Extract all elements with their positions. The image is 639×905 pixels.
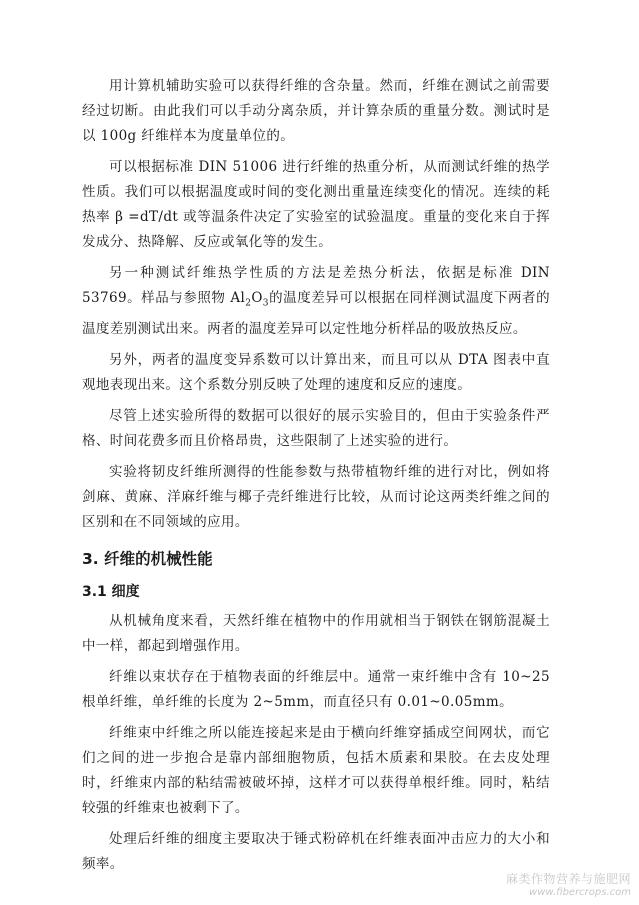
subsection-heading: 3.1 细度: [82, 583, 140, 600]
paragraph-impurity: 用计算机辅助实验可以获得纤维的含杂量。然而，纤维在测试之前需要经过切断。由此我们可以手动分离杂质，并计算杂质的重量分数。测试时是以 100g 纤维样本为度量单位的。: [82, 78, 550, 144]
paragraph-variation-coefficient: 另外，两者的温度变异系数可以计算出来，而且可以从 DTA 图表中直观地表现出来。这个系数分别反映了处理的速度和反应的速度。: [82, 351, 550, 393]
alumina-subscript-3: 3: [262, 298, 269, 309]
paragraph-comparison: 实验将韧皮纤维所测得的性能参数与热带植物纤维的进行对比，例如将剑麻、黄麻、洋麻纤维与椰子壳纤维进行比较，从而讨论这两类纤维之间的区别和在不同领域的应用。: [82, 463, 550, 530]
paragraph-bonding: 纤维束中纤维之所以能连接起来是由于横向纤维穿插成空间网状，而它们之间的进一步抱合是靠内部细胞物质，包括木质素和果胶。在去皮处理时，纤维束内部的粘结需被破坏掉，这样才可以获得单根纤维。同时，粘结较强的纤维束也被剩下了。: [82, 724, 550, 816]
document-body: [82, 74, 550, 883]
alumina-oxygen: O: [251, 290, 263, 306]
dta-text-before: 另一种测试纤维热学性质的方法是差热分析法，依据是标准 DIN 53769。样品与参照物 Al: [82, 265, 550, 306]
watermark-url: www.fibercrops.com: [529, 887, 631, 898]
dta-text-after: 的温度差异可以根据在同样测试温度下两者的温度差别测试出来。两者的温度差异可以定性地分析样品的吸放热反应。: [82, 290, 550, 337]
paragraph-fiber-bundle: 纤维以束状存在于植物表面的纤维层中。通常一束纤维中含有 10~25 根单纤维，单纤维的长度为 2~5mm，而直径只有 0.01~0.05mm。: [82, 668, 550, 710]
alumina-subscript-2: 2: [245, 298, 252, 309]
paragraph-differential-thermal: [82, 261, 550, 342]
paragraph-limitations: 尽管上述实验所得的数据可以很好的展示实验目的，但由于实验条件严格、时间花费多而且价格昂贵，这些限制了上述实验的进行。: [82, 407, 550, 449]
paragraph-fineness: 处理后纤维的细度主要取决于锤式粉碎机在纤维表面冲击应力的大小和频率。: [82, 830, 550, 872]
section-heading: 3. 纤维的机械性能: [82, 549, 213, 568]
watermark: [506, 873, 631, 899]
paragraph-mechanical-role: 从机械角度来看，天然纤维在植物中的作用就相当于钢铁在钢筋混凝土中一样，都起到增强作用。: [82, 612, 550, 654]
watermark-text: 麻类作物营养与施肥网: [505, 872, 631, 886]
paragraph-thermogravimetric: 可以根据标准 DIN 51006 进行纤维的热重分析，从而测试纤维的热学性质。我们可以根据温度或时间的变化测出重量连续变化的情况。连续的耗热率 β =dT/dt 或等温条件决定了实验室的试验温度。重量的变化来自于挥发成分、热降解、反应或氧化等的发生。: [82, 159, 550, 250]
